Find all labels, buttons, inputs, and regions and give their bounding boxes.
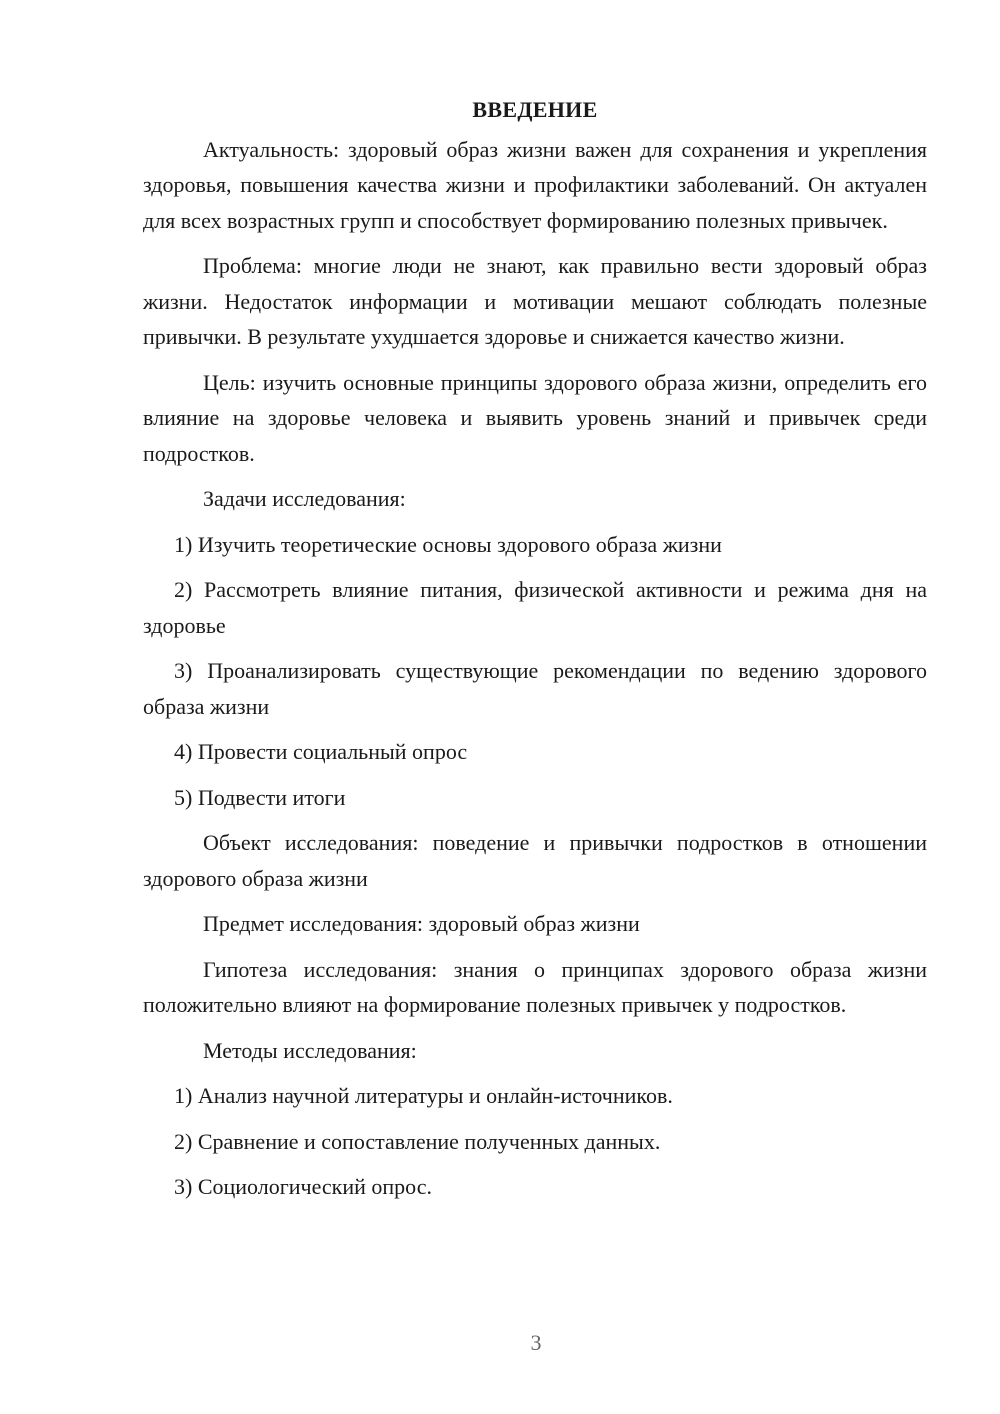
paragraph-hypothesis: Гипотеза исследования: знания о принципах здорового образа жизни положительно влияют на формирование полезных привычек у подростков. [143,956,927,1017]
task-item-5: 5) Подвести итоги [174,784,346,810]
method-item-1: 1) Анализ научной литературы и онлайн-источников. [174,1083,673,1108]
paragraph-subject: Предмет исследования: здоровый образ жизни [203,911,640,936]
method-item-2: 2) Сравнение и сопоставление полученных данных. [174,1128,661,1154]
paragraph-methods-heading: Методы исследования: [203,1037,417,1063]
paragraph-object: Объект исследования: поведение и привычки подростков в отношении здорового образа жизни [143,830,927,891]
paragraph-tasks-heading: Задачи исследования: [203,486,406,511]
document-page [143,92,927,1215]
paragraph-problem: Проблема: многие люди не знают, как правильно вести здоровый образ жизни. Недостаток информации и мотивации мешают соблюдать полезные привычки. В результате ухудшается здоровье и снижается качество жизни. [143,253,927,349]
task-item-3: 3) Проанализировать существующие рекомендации по ведению здорового образа жизни [143,658,927,719]
task-item-4: 4) Провести социальный опрос [174,739,468,764]
document-title: ВВЕДЕНИЕ [472,97,598,122]
task-item-1: 1) Изучить теоретические основы здорового образа жизни [174,531,722,557]
paragraph-goal: Цель: изучить основные принципы здорового образа жизни, определить его влияние на здоровье человека и выявить уровень знаний и привычек среди подростков. [143,369,927,466]
task-item-2: 2) Рассмотреть влияние питания, физической активности и режима дня на здоровье [143,577,927,638]
method-item-3: 3) Социологический опрос. [174,1174,432,1199]
paragraph-relevance: Актуальность: здоровый образ жизни важен для сохранения и укрепления здоровья, повышения качества жизни и профилактики заболеваний. Он актуален для всех возрастных групп и способствует формированию полезных привычек. [143,136,927,233]
page-number: 3 [530,1330,542,1355]
